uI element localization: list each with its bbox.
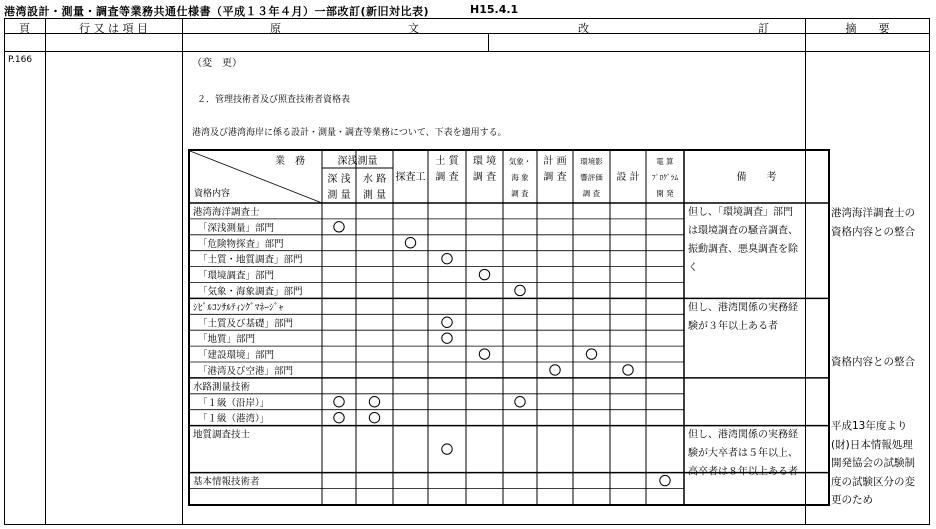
column-header-label: 調 査 <box>435 172 459 183</box>
applicable-mark <box>442 253 452 263</box>
remarks-text: 高卒者は８年以上ある者 <box>688 466 798 478</box>
row-label: 「１級（沿岸）」 <box>198 397 270 409</box>
applicable-mark <box>442 444 452 454</box>
column-header-label: 開 発 <box>656 189 674 198</box>
col-header-item: 行 又 は 項 目 <box>79 22 148 35</box>
column-header-label: 電 算 <box>656 157 674 166</box>
column-header-label: 調 査 <box>543 172 567 183</box>
document-date: H15.4.1 <box>470 3 519 16</box>
summary-note-line: 平成13年度より <box>831 420 908 432</box>
row-label: 「深浅測量」部門 <box>198 222 275 234</box>
applicable-mark <box>442 317 452 327</box>
summary-note-line: 開発協会の試験制 <box>831 457 915 469</box>
summary-note-line: (財)日本情報処理 <box>831 438 913 451</box>
corner-label-top: 業 務 <box>275 156 305 167</box>
row-label: 「土質・地質調査」部門 <box>198 254 303 266</box>
applicable-mark <box>550 365 560 375</box>
col-header-revision-2: 訂 <box>758 22 769 35</box>
page-reference: P.166 <box>8 55 33 65</box>
document-title: 港湾設計・測量・調査等業務共通仕様書（平成１３年４月）一部改訂(新旧対比表) <box>4 5 430 18</box>
remarks-text: 験が３年以上ある者 <box>688 320 778 332</box>
column-header-label: 深 浅 <box>327 174 351 185</box>
applicable-mark <box>479 349 489 359</box>
column-header-label: 土 質 <box>435 156 459 167</box>
applicable-mark <box>334 397 344 407</box>
summary-note-line: 資格内容との整合 <box>831 225 915 238</box>
row-label: 港湾海洋調査士 <box>193 207 260 218</box>
column-header-label: 海 象 <box>511 173 529 182</box>
row-label: 「土質及び基礎」部門 <box>198 318 294 330</box>
col-header-original-2: 文 <box>408 22 419 35</box>
col-header-summary: 摘 要 <box>845 22 890 35</box>
column-header-label: 気象・ <box>508 157 532 166</box>
column-header-label: 響評価 <box>580 173 603 182</box>
row-label: ｼﾋﾞﾙｺﾝｻﾙﾃｨﾝｸﾞﾏﾈｰｼﾞｬ <box>193 302 284 314</box>
summary-note-line: 資格内容との整合 <box>831 356 915 368</box>
applicable-mark <box>660 475 670 485</box>
row-label: 「地質」部門 <box>198 334 256 346</box>
row-label: 「港湾及び空港」部門 <box>198 366 294 377</box>
col-header-original-1: 原 <box>270 22 281 35</box>
applicable-mark <box>479 269 489 279</box>
summary-note-line: 度の試験区分の変 <box>831 475 915 488</box>
remarks-text: 振動調査、悪臭調査を除 <box>688 244 798 255</box>
row-label: 「気象・海象調査」部門 <box>198 286 303 298</box>
row-label: 「危険物探査」部門 <box>198 238 284 250</box>
applicable-mark <box>369 412 379 422</box>
row-label: 基本情報技術者 <box>193 476 260 488</box>
change-heading: （変 更） <box>192 58 242 69</box>
remarks-text: 但し、「環境調査」部門 <box>688 207 793 218</box>
applicable-mark <box>405 238 415 248</box>
col-header-page: 頁 <box>19 22 30 35</box>
summary-note-line: 港湾海洋調査士の <box>831 207 915 219</box>
column-header-label: 調 査 <box>582 189 601 198</box>
row-label: 地質調査技士 <box>193 429 251 441</box>
column-header-label: 探査工 <box>395 172 426 183</box>
column-header-label: 調 査 <box>472 172 497 183</box>
column-header-label: 調 査 <box>511 189 529 198</box>
column-header-label: 環 境 <box>472 156 497 167</box>
group-header-shinsen: 深浅測量 <box>337 156 378 167</box>
applicable-mark <box>515 285 525 295</box>
applicable-mark <box>442 333 452 343</box>
column-header-label: 水 路 <box>362 174 387 185</box>
applicable-mark <box>334 222 344 232</box>
row-label: 「建設環境」部門 <box>198 350 275 362</box>
applicable-mark <box>623 365 633 375</box>
remarks-text: 但し、港湾関係の実務経 <box>688 302 798 314</box>
column-header-label: 計 画 <box>543 156 567 167</box>
column-header-label: 環境影 <box>580 157 603 166</box>
row-label: 「環境調査」部門 <box>198 270 275 282</box>
remarks-text: は環境調査の騒音調査、 <box>688 225 798 237</box>
row-label: 水路測量技術 <box>193 381 251 393</box>
remarks-text: 但し、港湾関係の実務経 <box>688 429 798 441</box>
row-label: 「１級（港湾）」 <box>198 413 270 425</box>
corner-label-bottom: 資格内容 <box>194 189 231 199</box>
column-header-label: 測 量 <box>362 190 387 201</box>
applicable-mark <box>515 397 525 407</box>
applicable-mark <box>586 349 596 359</box>
remarks-text: 験が大卒者は５年以上、 <box>688 448 798 460</box>
applicable-mark <box>369 397 379 407</box>
summary-note-line: 更のため <box>831 494 873 506</box>
column-header-label: 設 計 <box>616 172 640 183</box>
intro-paragraph: 港湾及び港湾海岸に係る設計・測量・調査等業務について、下表を適用する。 <box>192 128 507 138</box>
column-header-label: ﾌﾟﾛｸﾞﾗﾑ <box>651 173 679 182</box>
remarks-text: く <box>688 262 698 274</box>
remarks-header: 備 考 <box>736 172 777 183</box>
section-heading: ２．管理技術者及び照査技術者資格表 <box>197 95 351 105</box>
col-header-revision-1: 改 <box>578 22 589 35</box>
applicable-mark <box>334 412 344 422</box>
column-header-label: 測 量 <box>327 190 351 201</box>
